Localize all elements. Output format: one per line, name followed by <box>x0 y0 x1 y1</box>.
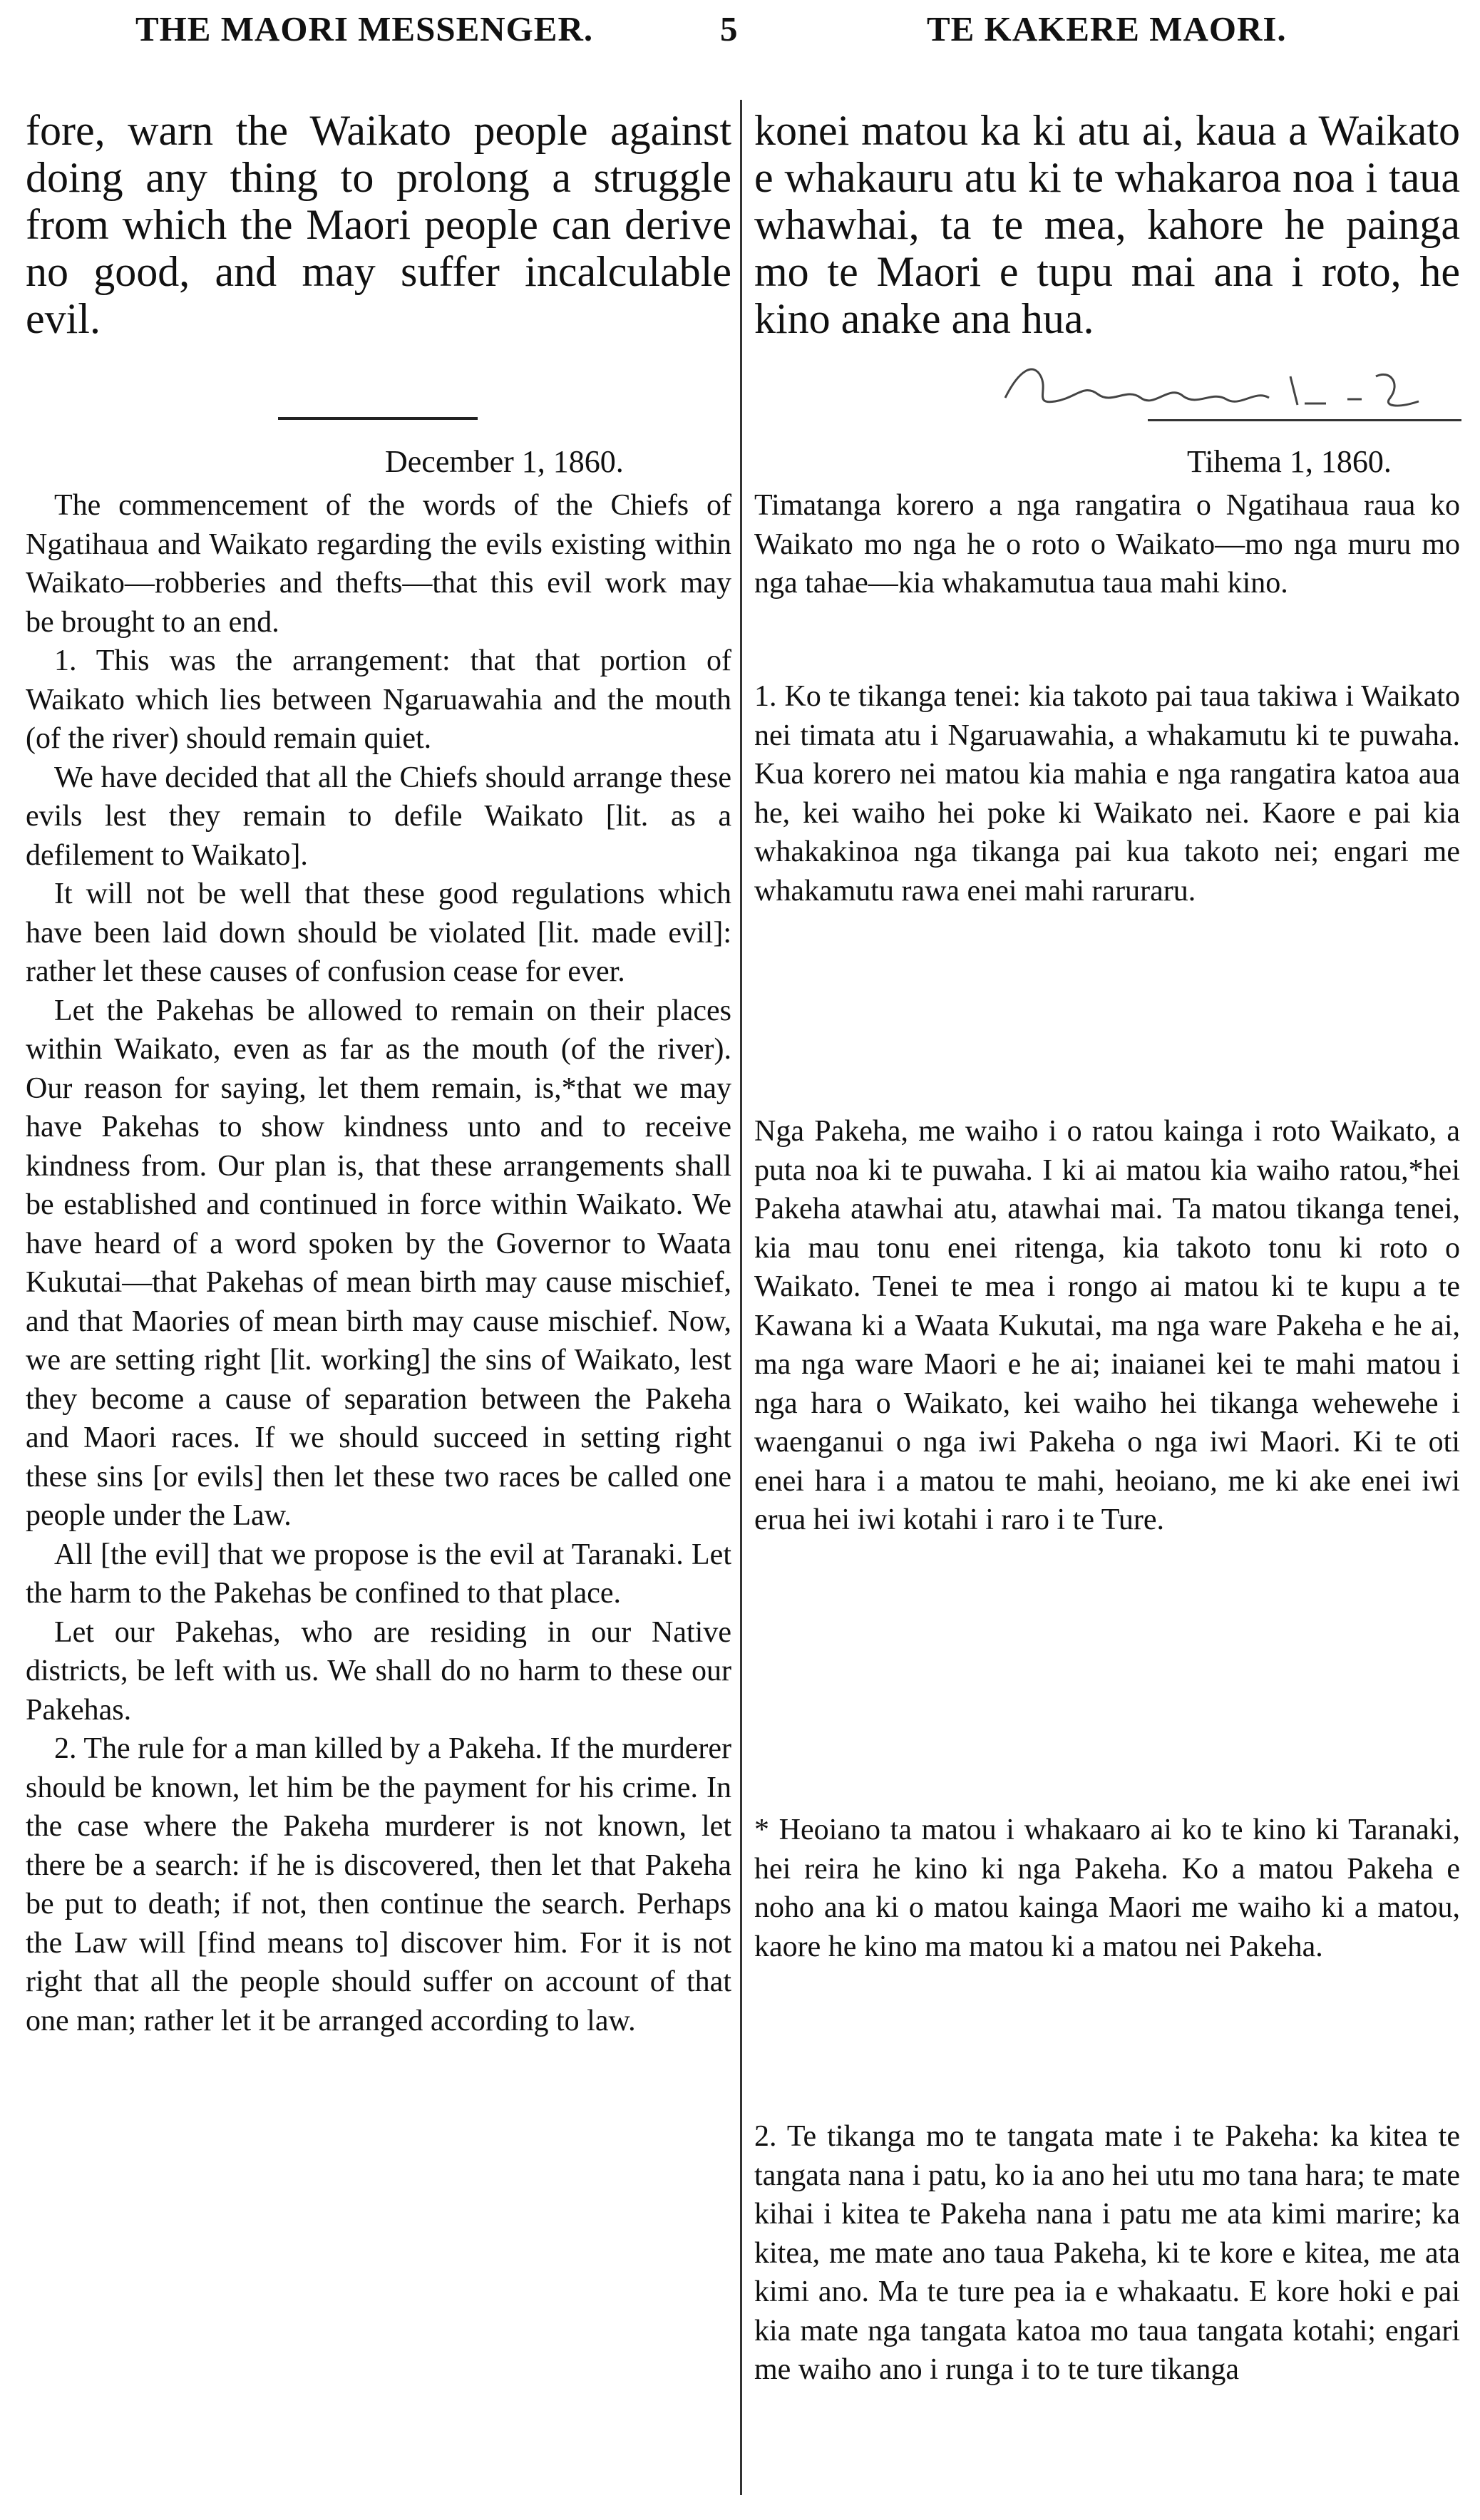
header-left-title: THE MAORI MESSENGER. <box>135 9 594 48</box>
maori-para-block-4: * Heoiano ta matou i whakaaro ai ko te kino ki Taranaki, hei reira he kino ki nga Pakeha. Ko a matou Pakeha e noho ana ki o matou kainga Maori me waiho ki a matou, kaore he kino ma matou ki a matou nei Pakeha. <box>754 1814 1460 1963</box>
english-para-8: 2. The rule for a man killed by a Pakeha. If the murderer should be known, let him be the payment for his crime. In the case where the Pakeha murderer is not known, let there be a search: if he is discovered, then let that Pakeha be put to death; if not, then continue the search. Perhaps the Law will [find means to] discover him. For it is not right that all the people should suffer on account of that one man; rather let it be arranged according to law. <box>26 1732 731 2037</box>
handwritten-signature <box>991 348 1447 419</box>
english-para-3: We have decided that all the Chiefs should arrange these evils lest they remain to defile Waikato [lit. as a defilement to Waikato]. <box>26 761 731 872</box>
english-para-2: 1. This was the arrangement: that that portion of Waikato which lies between Ngaruawahia and the mouth (of the river) should remain quiet. <box>26 644 731 755</box>
maori-para-block-2: 1. Ko te tikanga tenei: kia takoto pai taua takiwa i Waikato nei timata atu i Ngaruawahia, a whakamutu ki te puwaha. Kua korero nei matou kia mahia e nga rangatira katoa aua he, kei waiho hei poke ki Waikato nei. Kaore e pai kia whakakinoa nga tikanga pai kua takoto nei; engari me whakamutu rawa enei mahi raruraru. <box>754 680 1460 907</box>
english-para-4: It will not be well that these good regulations which have been laid down should be violated [lit. made evil]: rather let these causes of confusion cease for ever. <box>26 878 731 988</box>
column-divider <box>740 100 742 2495</box>
intro-english: fore, warn the Waikato people against doing any thing to prolong a struggle from which the Maori people can derive no good, and may suffer incalculable evil. <box>26 107 731 342</box>
header-right-title: TE KAKERE MAORI. <box>927 9 1287 48</box>
maori-para-block-1: Timatanga korero a nga rangatira o Ngatihaua raua ko Waikato mo nga he o roto o Waikato—mo nga muru mo nga tahae—kia whakamutua taua mahi kino. <box>754 489 1460 600</box>
english-para-1: The commencement of the words of the Chiefs of Ngatihaua and Waikato regarding the evils existing within Waikato—robberies and thefts—that this evil work may be brought to an end. <box>26 489 731 639</box>
english-column <box>26 486 731 2040</box>
maori-para-block-5: 2. Te tikanga mo te tangata mate i te Pakeha: ka kitea te tangata nana i patu, ko ia ano hei utu mo tana hara; te mate kihai i kitea te Pakeha nana i patu me ata kimi marire; ka kitea, me mate ano taua Pakeha, ki te kore e kitea, me ata kimi ano. Ma te ture pea ia e whakaatu. E kore hoki e pai kia mate nga tangata katoa mo taua tangata kotahi; engari me waiho ano i runga i to te ture tikanga <box>754 2120 1460 2386</box>
date-maori: Tihema 1, 1860. <box>1187 444 1392 479</box>
date-english: December 1, 1860. <box>385 444 624 479</box>
english-para-5: Let the Pakehas be allowed to remain on their places within Waikato, even as far as the mouth (of the river). Our reason for saying, let them remain, is,*that we may have Pakehas to show kindness unto and to receive kindness from. Our plan is, that these arrangements shall be established and continued in force within Waikato. We have heard of a word spoken by the Governor to Waata Kukutai—that Pakehas of mean birth may cause mischief, and that Maories of mean birth may cause mischief. Now, we are setting right [lit. working] the sins of Waikato, lest they become a cause of separation between the Pakeha and Maori races. If we should succeed in setting right these sins [or evils] then let these two races be called one people under the Law. <box>26 994 731 1532</box>
page-number: 5 <box>720 9 739 48</box>
english-para-7: Let our Pakehas, who are residing in our Native districts, be left with us. We shall do no harm to these our Pakehas. <box>26 1615 731 1727</box>
section-divider <box>278 417 478 420</box>
maori-para-block-3: Nga Pakeha, me waiho i o ratou kainga i roto Waikato, a puta noa ki te puwaha. I ki ai matou kia waiho ratou,*hei Pakeha atawhai atu, atawhai mai. Ta matou tikanga tenei, kia mau tonu enei ritenga, kia takoto tonu ki roto o Waikato. Tenei te mea i rongo ai matou ki te kupu a te Kawana ki a Waata Kukutai, ma nga ware Pakeha e he ai, ma nga ware Maori e he ai; inaianei kei te mahi matou i nga hara o Waikato, kei waiho hei tikanga wehewehe i waenganui o nga iwi Pakeha o nga iwi Maori. Ki te oti enei hara i a matou te mahi, heoiano, me ki ake enei iwi erua hei iwi kotahi i raro i te Ture. <box>754 1115 1460 1536</box>
section-divider-right <box>1148 419 1461 421</box>
page-header <box>0 9 1480 66</box>
english-para-6: All [the evil] that we propose is the evil at Taranaki. Let the harm to the Pakehas be confined to that place. <box>26 1538 731 1610</box>
intro-maori: konei matou ka ki atu ai, kaua a Waikato e whakauru atu ki te whakaroa noa i taua whawhai, ta te mea, kahore he painga mo te Maori e tupu mai ana i roto, he kino anake ana hua. <box>754 107 1460 342</box>
